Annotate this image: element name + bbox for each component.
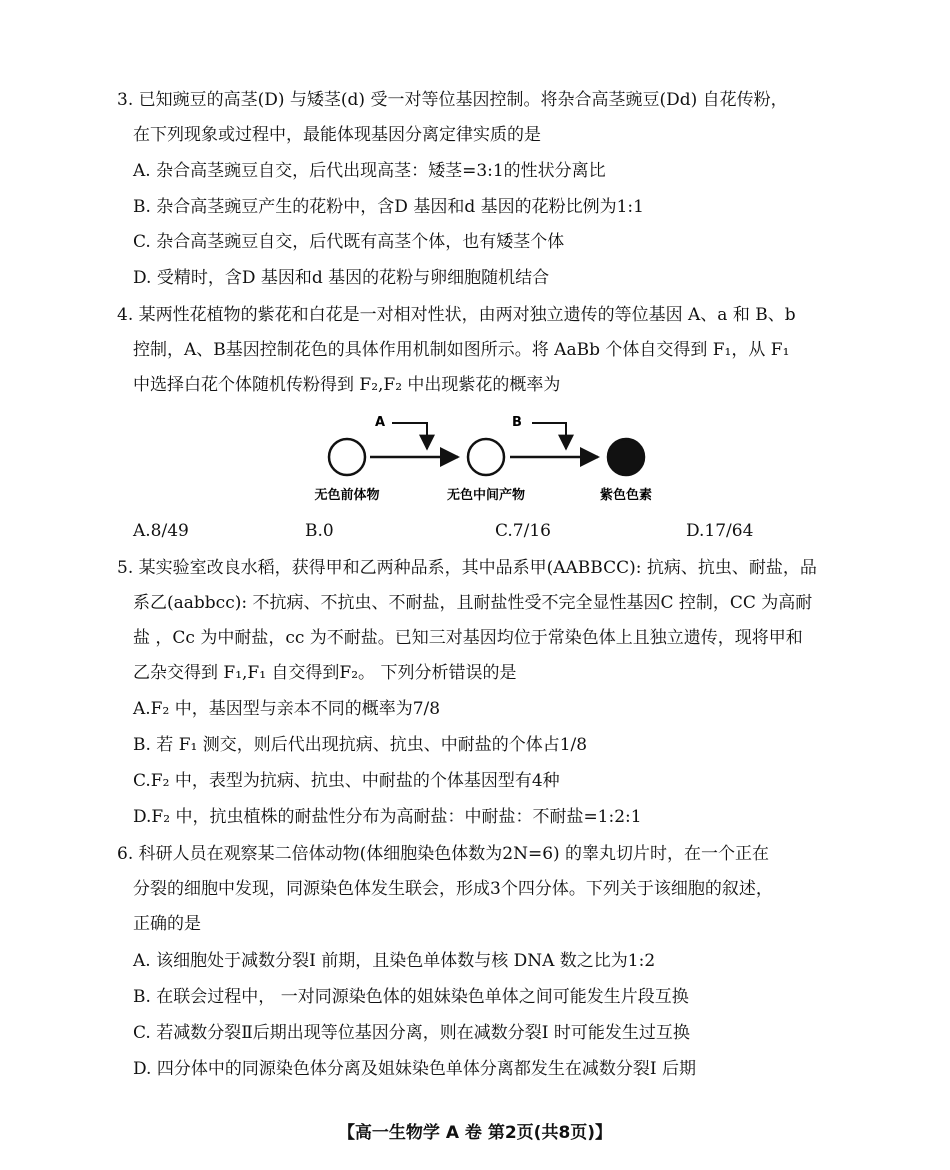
pigment-pathway-diagram bbox=[300, 405, 680, 510]
q6-stem-line-2: 分裂的细胞中发现，同源染色体发生联会，形成3个四分体。下列关于该细胞的叙述， bbox=[133, 879, 773, 899]
q4-option-c: C.7/16 bbox=[495, 521, 551, 541]
q5-option-b: B. 若 F₁ 测交，则后代出现抗病、抗虫、中耐盐的个体占1/8 bbox=[133, 735, 588, 755]
q4-option-d: D.17/64 bbox=[686, 521, 754, 541]
q6-option-a: A. 该细胞处于减数分裂I 前期，且染色单体数与核 DNA 数之比为1:2 bbox=[133, 951, 656, 971]
q5-stem-line-2: 系乙(aabbcc): 不抗病、不抗虫、不耐盐，且耐盐性受不完全显性基因C 控制，CC 为高耐 bbox=[133, 593, 813, 613]
intermediate-node bbox=[468, 439, 504, 475]
q4-stem-line-1: 4. 某两性花植物的紫花和白花是一对相对性状，由两对独立遗传的等位基因 A、a 和 B、b bbox=[117, 305, 796, 325]
gene-a-label: A bbox=[374, 415, 386, 430]
q6-option-d: D. 四分体中的同源染色体分离及姐妹染色单体分离都发生在减数分裂Ⅰ 后期 bbox=[133, 1059, 696, 1079]
q4-stem-line-2: 控制，A、B基因控制花色的具体作用机制如图所示。将 AaBb 个体自交得到 F₁，从 F₁ bbox=[133, 340, 790, 360]
q5-option-d: D.F₂ 中，抗虫植株的耐盐性分布为高耐盐：中耐盐：不耐盐=1:2:1 bbox=[133, 807, 642, 827]
q5-option-a: A.F₂ 中，基因型与亲本不同的概率为7/8 bbox=[133, 699, 441, 719]
q6-option-c: C. 若减数分裂Ⅱ后期出现等位基因分离，则在减数分裂I 时可能发生过互换 bbox=[133, 1023, 690, 1043]
q5-stem-line-4: 乙杂交得到 F₁,F₁ 自交得到F₂。 下列分析错误的是 bbox=[133, 663, 517, 683]
pigment-label: 紫色色素 bbox=[599, 488, 653, 503]
gene-a-arrow bbox=[392, 423, 427, 449]
q3-option-c: C. 杂合高茎豌豆自交，后代既有高茎个体，也有矮茎个体 bbox=[133, 232, 565, 252]
precursor-node bbox=[329, 439, 365, 475]
page-footer: 【高一生物学 A 卷 第2页(共8页)】 bbox=[337, 1123, 613, 1143]
q3-option-d: D. 受精时，含D 基因和d 基因的花粉与卵细胞随机结合 bbox=[133, 268, 550, 288]
q5-stem-line-3: 盐 ，Cc 为中耐盐，cc 为不耐盐。已知三对基因均位于常染色体上且独立遗传，现将甲和 bbox=[133, 628, 803, 648]
pigment-node bbox=[608, 439, 644, 475]
q6-stem-line-1: 6. 科研人员在观察某二倍体动物(体细胞染色体数为2N=6) 的睾丸切片时，在一个正在 bbox=[117, 844, 770, 864]
q3-stem-line-1: 3. 已知豌豆的高茎(D) 与矮茎(d) 受一对等位基因控制。将杂合高茎豌豆(Dd) 自花传粉， bbox=[117, 90, 788, 110]
precursor-label: 无色前体物 bbox=[314, 488, 380, 503]
gene-b-arrow bbox=[532, 423, 566, 449]
q5-option-c: C.F₂ 中，表型为抗病、抗虫、中耐盐的个体基因型有4种 bbox=[133, 771, 560, 791]
intermediate-label: 无色中间产物 bbox=[446, 488, 526, 503]
q4-option-a: A.8/49 bbox=[133, 521, 189, 541]
q6-option-b: B. 在联会过程中， 一对同源染色体的姐妹染色单体之间可能发生片段互换 bbox=[133, 987, 689, 1007]
q3-option-b: B. 杂合高茎豌豆产生的花粉中，含D 基因和d 基因的花粉比例为1:1 bbox=[133, 197, 644, 217]
gene-b-label: B bbox=[512, 415, 522, 430]
q5-stem-line-1: 5. 某实验室改良水稻，获得甲和乙两种品系，其中品系甲(AABBCC): 抗病、抗虫、耐盐，品 bbox=[117, 558, 817, 578]
q4-stem-line-3: 中选择白花个体随机传粉得到 F₂,F₂ 中出现紫花的概率为 bbox=[133, 375, 561, 395]
q6-stem-line-3: 正确的是 bbox=[133, 914, 201, 934]
q3-option-a: A. 杂合高茎豌豆自交，后代出现高茎：矮茎=3:1的性状分离比 bbox=[133, 161, 606, 181]
q3-stem-line-2: 在下列现象或过程中，最能体现基因分离定律实质的是 bbox=[133, 125, 541, 145]
q4-option-b: B.0 bbox=[305, 521, 334, 541]
